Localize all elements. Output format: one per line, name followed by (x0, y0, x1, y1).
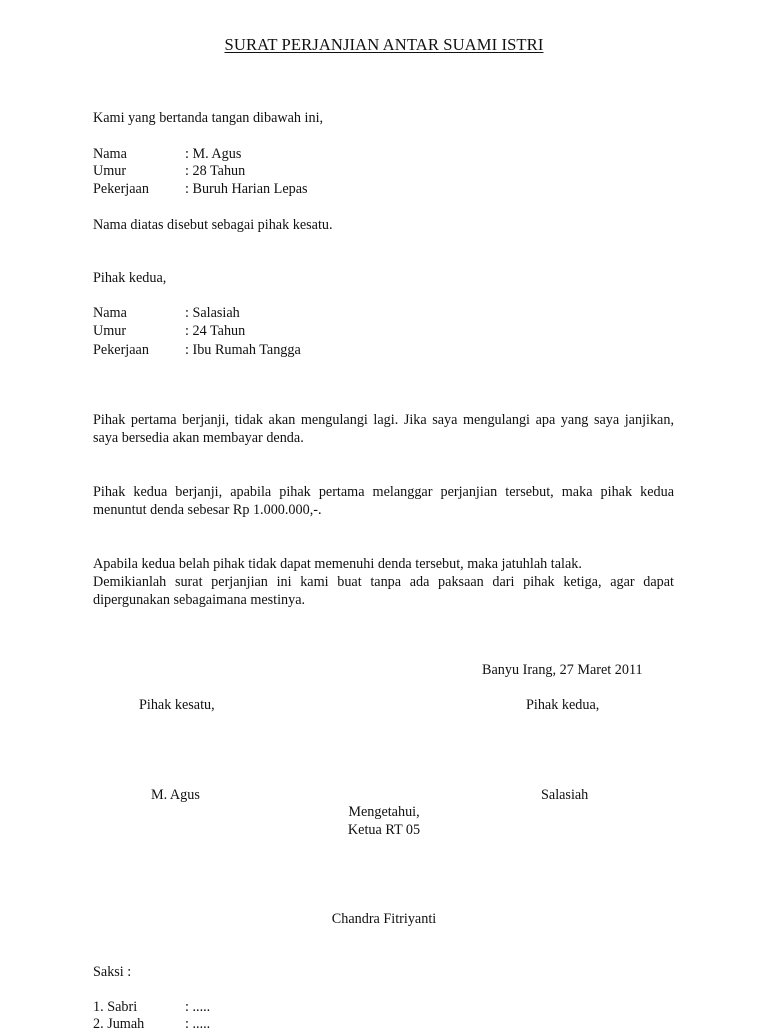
party1-age-value: : 28 Tahun (185, 163, 246, 179)
intro-text: Kami yang bertanda tangan dibawah ini, (93, 110, 324, 126)
acknowledge-label: Mengetahui, (348, 804, 420, 820)
signature-left-label: Pihak kesatu, (139, 697, 215, 713)
signature-left-name: M. Agus (151, 787, 200, 803)
party1-job-value: : Buruh Harian Lepas (185, 181, 308, 197)
rt-name: Chandra Fitriyanti (331, 911, 437, 927)
party1-job-label: Pekerjaan (93, 181, 149, 197)
document-title: SURAT PERJANJIAN ANTAR SUAMI ISTRI (224, 35, 544, 54)
party1-name-value: : M. Agus (185, 146, 242, 162)
party2-name-value: : Salasiah (185, 305, 240, 321)
witness-label: 2. Jumah (93, 1016, 145, 1032)
paragraph-party1-promise: Pihak pertama berjanji, tidak akan mengulangi lagi. Jika saya mengulangi apa yang saya janjikan, saya bersedia akan membayar denda. (93, 412, 674, 446)
party2-job-value: : Ibu Rumah Tangga (185, 342, 301, 358)
place-date: Banyu Irang, 27 Maret 2011 (482, 662, 643, 678)
party1-age-label: Umur (93, 163, 127, 179)
rt-title: Ketua RT 05 (347, 822, 421, 838)
paragraph-party2-promise: Pihak kedua berjanji, apabila pihak pertama melanggar perjanjian tersebut, maka pihak kedua menuntut denda sebesar Rp 1.000.000,-. (93, 484, 674, 518)
signature-right-label: Pihak kedua, (526, 697, 600, 713)
witness-value: : ..... (185, 999, 211, 1015)
party2-job-label: Pekerjaan (93, 342, 149, 358)
witness-heading: Saksi : (93, 964, 132, 980)
party2-age-label: Umur (93, 323, 127, 339)
signature-right-name: Salasiah (541, 787, 589, 803)
party1-name-label: Nama (93, 146, 127, 162)
witness-label: 1. Sabri (93, 999, 138, 1015)
witness-value: : ..... (185, 1016, 211, 1032)
party2-age-value: : 24 Tahun (185, 323, 246, 339)
party2-name-label: Nama (93, 305, 127, 321)
paragraph-closing: Demikianlah surat perjanjian ini kami buat tanpa ada paksaan dari pihak ketiga, agar dapat dipergunakan sebagaimana mestinya. (93, 574, 674, 608)
party1-note: Nama diatas disebut sebagai pihak kesatu. (93, 217, 333, 233)
party2-heading: Pihak kedua, (93, 270, 167, 286)
paragraph-talak: Apabila kedua belah pihak tidak dapat memenuhi denda tersebut, maka jatuhlah talak. (93, 556, 582, 572)
